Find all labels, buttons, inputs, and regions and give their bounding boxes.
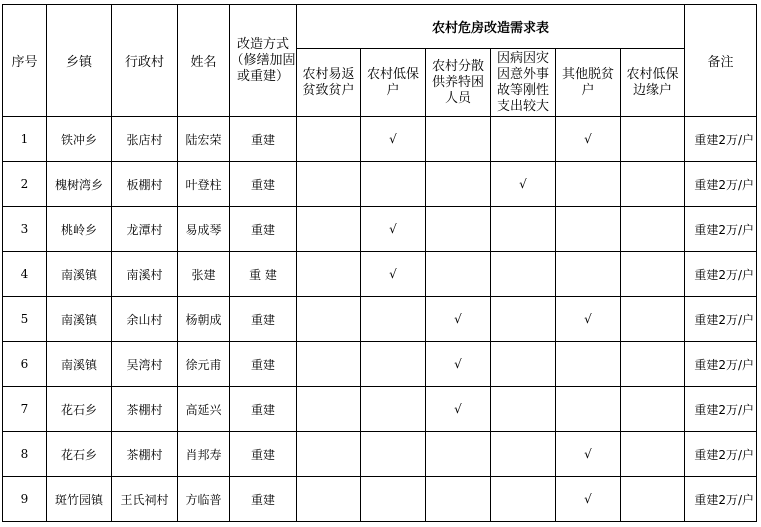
cell-category-mark: √ (361, 252, 426, 297)
header-method: 改造方式（修缮加固或重建） (230, 5, 297, 117)
header-category: 其他脱贫户 (556, 49, 621, 117)
header-category: 农村分散供养特困人员 (426, 49, 491, 117)
cell-category-mark (621, 432, 685, 477)
cell-remark: 重建2万/户 (685, 207, 757, 252)
header-name: 姓名 (178, 5, 230, 117)
cell-category-mark (426, 252, 491, 297)
cell-category-mark (556, 387, 621, 432)
cell-name: 陆宏荣 (178, 117, 230, 162)
header-village: 行政村 (112, 5, 178, 117)
cell-village: 茶棚村 (112, 387, 178, 432)
cell-township: 南溪镇 (47, 297, 112, 342)
cell-remark: 重建2万/户 (685, 162, 757, 207)
cell-category-mark (491, 477, 556, 522)
cell-category-mark: √ (556, 477, 621, 522)
cell-no: 3 (3, 207, 47, 252)
cell-category-mark (297, 387, 361, 432)
table-row (3, 477, 757, 522)
cell-category-mark (556, 252, 621, 297)
cell-method: 重建 (230, 207, 297, 252)
cell-township: 斑竹园镇 (47, 477, 112, 522)
cell-no: 6 (3, 342, 47, 387)
cell-category-mark: √ (556, 117, 621, 162)
table-row (3, 297, 757, 342)
cell-remark: 重建2万/户 (685, 252, 757, 297)
cell-category-mark: √ (491, 162, 556, 207)
cell-remark: 重建2万/户 (685, 432, 757, 477)
cell-remark: 重建2万/户 (685, 297, 757, 342)
cell-name: 张建 (178, 252, 230, 297)
table-row (3, 432, 757, 477)
cell-category-mark (426, 117, 491, 162)
cell-category-mark (297, 297, 361, 342)
cell-category-mark: √ (556, 432, 621, 477)
cell-no: 8 (3, 432, 47, 477)
cell-category-mark: √ (426, 342, 491, 387)
table-body (3, 117, 757, 522)
header-no: 序号 (3, 5, 47, 117)
cell-remark: 重建2万/户 (685, 477, 757, 522)
cell-category-mark: √ (426, 387, 491, 432)
cell-township: 南溪镇 (47, 252, 112, 297)
cell-name: 叶登柱 (178, 162, 230, 207)
cell-remark: 重建2万/户 (685, 117, 757, 162)
header-group-title: 农村危房改造需求表 (297, 5, 685, 49)
cell-category-mark (297, 162, 361, 207)
cell-village: 南溪村 (112, 252, 178, 297)
cell-no: 5 (3, 297, 47, 342)
header-category: 农村易返贫致贫户 (297, 49, 361, 117)
cell-method: 重建 (230, 117, 297, 162)
header-category: 因病因灾因意外事故等刚性支出较大 (491, 49, 556, 117)
cell-township: 铁冲乡 (47, 117, 112, 162)
cell-name: 高延兴 (178, 387, 230, 432)
cell-category-mark (491, 342, 556, 387)
cell-village: 龙潭村 (112, 207, 178, 252)
cell-method: 重建 (230, 342, 297, 387)
cell-category-mark: √ (361, 207, 426, 252)
cell-method: 重 建 (230, 252, 297, 297)
cell-name: 方临普 (178, 477, 230, 522)
cell-method: 重建 (230, 432, 297, 477)
cell-village: 王氏祠村 (112, 477, 178, 522)
cell-category-mark (361, 387, 426, 432)
cell-name: 杨朝成 (178, 297, 230, 342)
cell-name: 易成琴 (178, 207, 230, 252)
cell-village: 茶棚村 (112, 432, 178, 477)
cell-category-mark (361, 297, 426, 342)
header-category: 农村低保户 (361, 49, 426, 117)
cell-category-mark (426, 207, 491, 252)
cell-category-mark (297, 207, 361, 252)
cell-village: 吴湾村 (112, 342, 178, 387)
header-remark: 备注 (685, 5, 757, 117)
cell-category-mark: √ (426, 297, 491, 342)
table-row (3, 387, 757, 432)
cell-category-mark (556, 207, 621, 252)
cell-category-mark (491, 252, 556, 297)
cell-category-mark (621, 162, 685, 207)
cell-name: 徐元甫 (178, 342, 230, 387)
table-row (3, 117, 757, 162)
cell-category-mark (361, 342, 426, 387)
cell-category-mark (491, 432, 556, 477)
housing-renovation-table (2, 4, 757, 522)
cell-method: 重建 (230, 387, 297, 432)
cell-category-mark (361, 432, 426, 477)
cell-village: 板棚村 (112, 162, 178, 207)
cell-no: 2 (3, 162, 47, 207)
cell-category-mark (426, 477, 491, 522)
cell-no: 4 (3, 252, 47, 297)
header-township: 乡镇 (47, 5, 112, 117)
cell-category-mark (426, 162, 491, 207)
cell-township: 槐树湾乡 (47, 162, 112, 207)
header-category: 农村低保边缘户 (621, 49, 685, 117)
header-row-1 (3, 5, 757, 49)
cell-no: 1 (3, 117, 47, 162)
cell-category-mark (426, 432, 491, 477)
table-row (3, 162, 757, 207)
cell-category-mark (621, 207, 685, 252)
cell-no: 7 (3, 387, 47, 432)
cell-village: 余山村 (112, 297, 178, 342)
cell-village: 张店村 (112, 117, 178, 162)
cell-method: 重建 (230, 477, 297, 522)
cell-category-mark (621, 342, 685, 387)
cell-category-mark (621, 477, 685, 522)
cell-category-mark (297, 117, 361, 162)
cell-category-mark (297, 252, 361, 297)
cell-category-mark (621, 117, 685, 162)
cell-category-mark (621, 252, 685, 297)
cell-name: 肖邦寿 (178, 432, 230, 477)
cell-category-mark (361, 162, 426, 207)
cell-category-mark (297, 477, 361, 522)
table-row (3, 252, 757, 297)
cell-township: 南溪镇 (47, 342, 112, 387)
cell-category-mark: √ (361, 117, 426, 162)
cell-category-mark: √ (556, 297, 621, 342)
cell-category-mark (491, 297, 556, 342)
cell-category-mark (491, 207, 556, 252)
cell-category-mark (491, 387, 556, 432)
cell-method: 重建 (230, 297, 297, 342)
cell-township: 桃岭乡 (47, 207, 112, 252)
cell-category-mark (491, 117, 556, 162)
table-row (3, 207, 757, 252)
cell-category-mark (621, 297, 685, 342)
cell-remark: 重建2万/户 (685, 387, 757, 432)
cell-remark: 重建2万/户 (685, 342, 757, 387)
table-row (3, 342, 757, 387)
cell-category-mark (621, 387, 685, 432)
cell-category-mark (297, 342, 361, 387)
cell-township: 花石乡 (47, 387, 112, 432)
cell-no: 9 (3, 477, 47, 522)
cell-township: 花石乡 (47, 432, 112, 477)
cell-category-mark (556, 342, 621, 387)
cell-category-mark (556, 162, 621, 207)
cell-method: 重建 (230, 162, 297, 207)
cell-category-mark (361, 477, 426, 522)
cell-category-mark (297, 432, 361, 477)
